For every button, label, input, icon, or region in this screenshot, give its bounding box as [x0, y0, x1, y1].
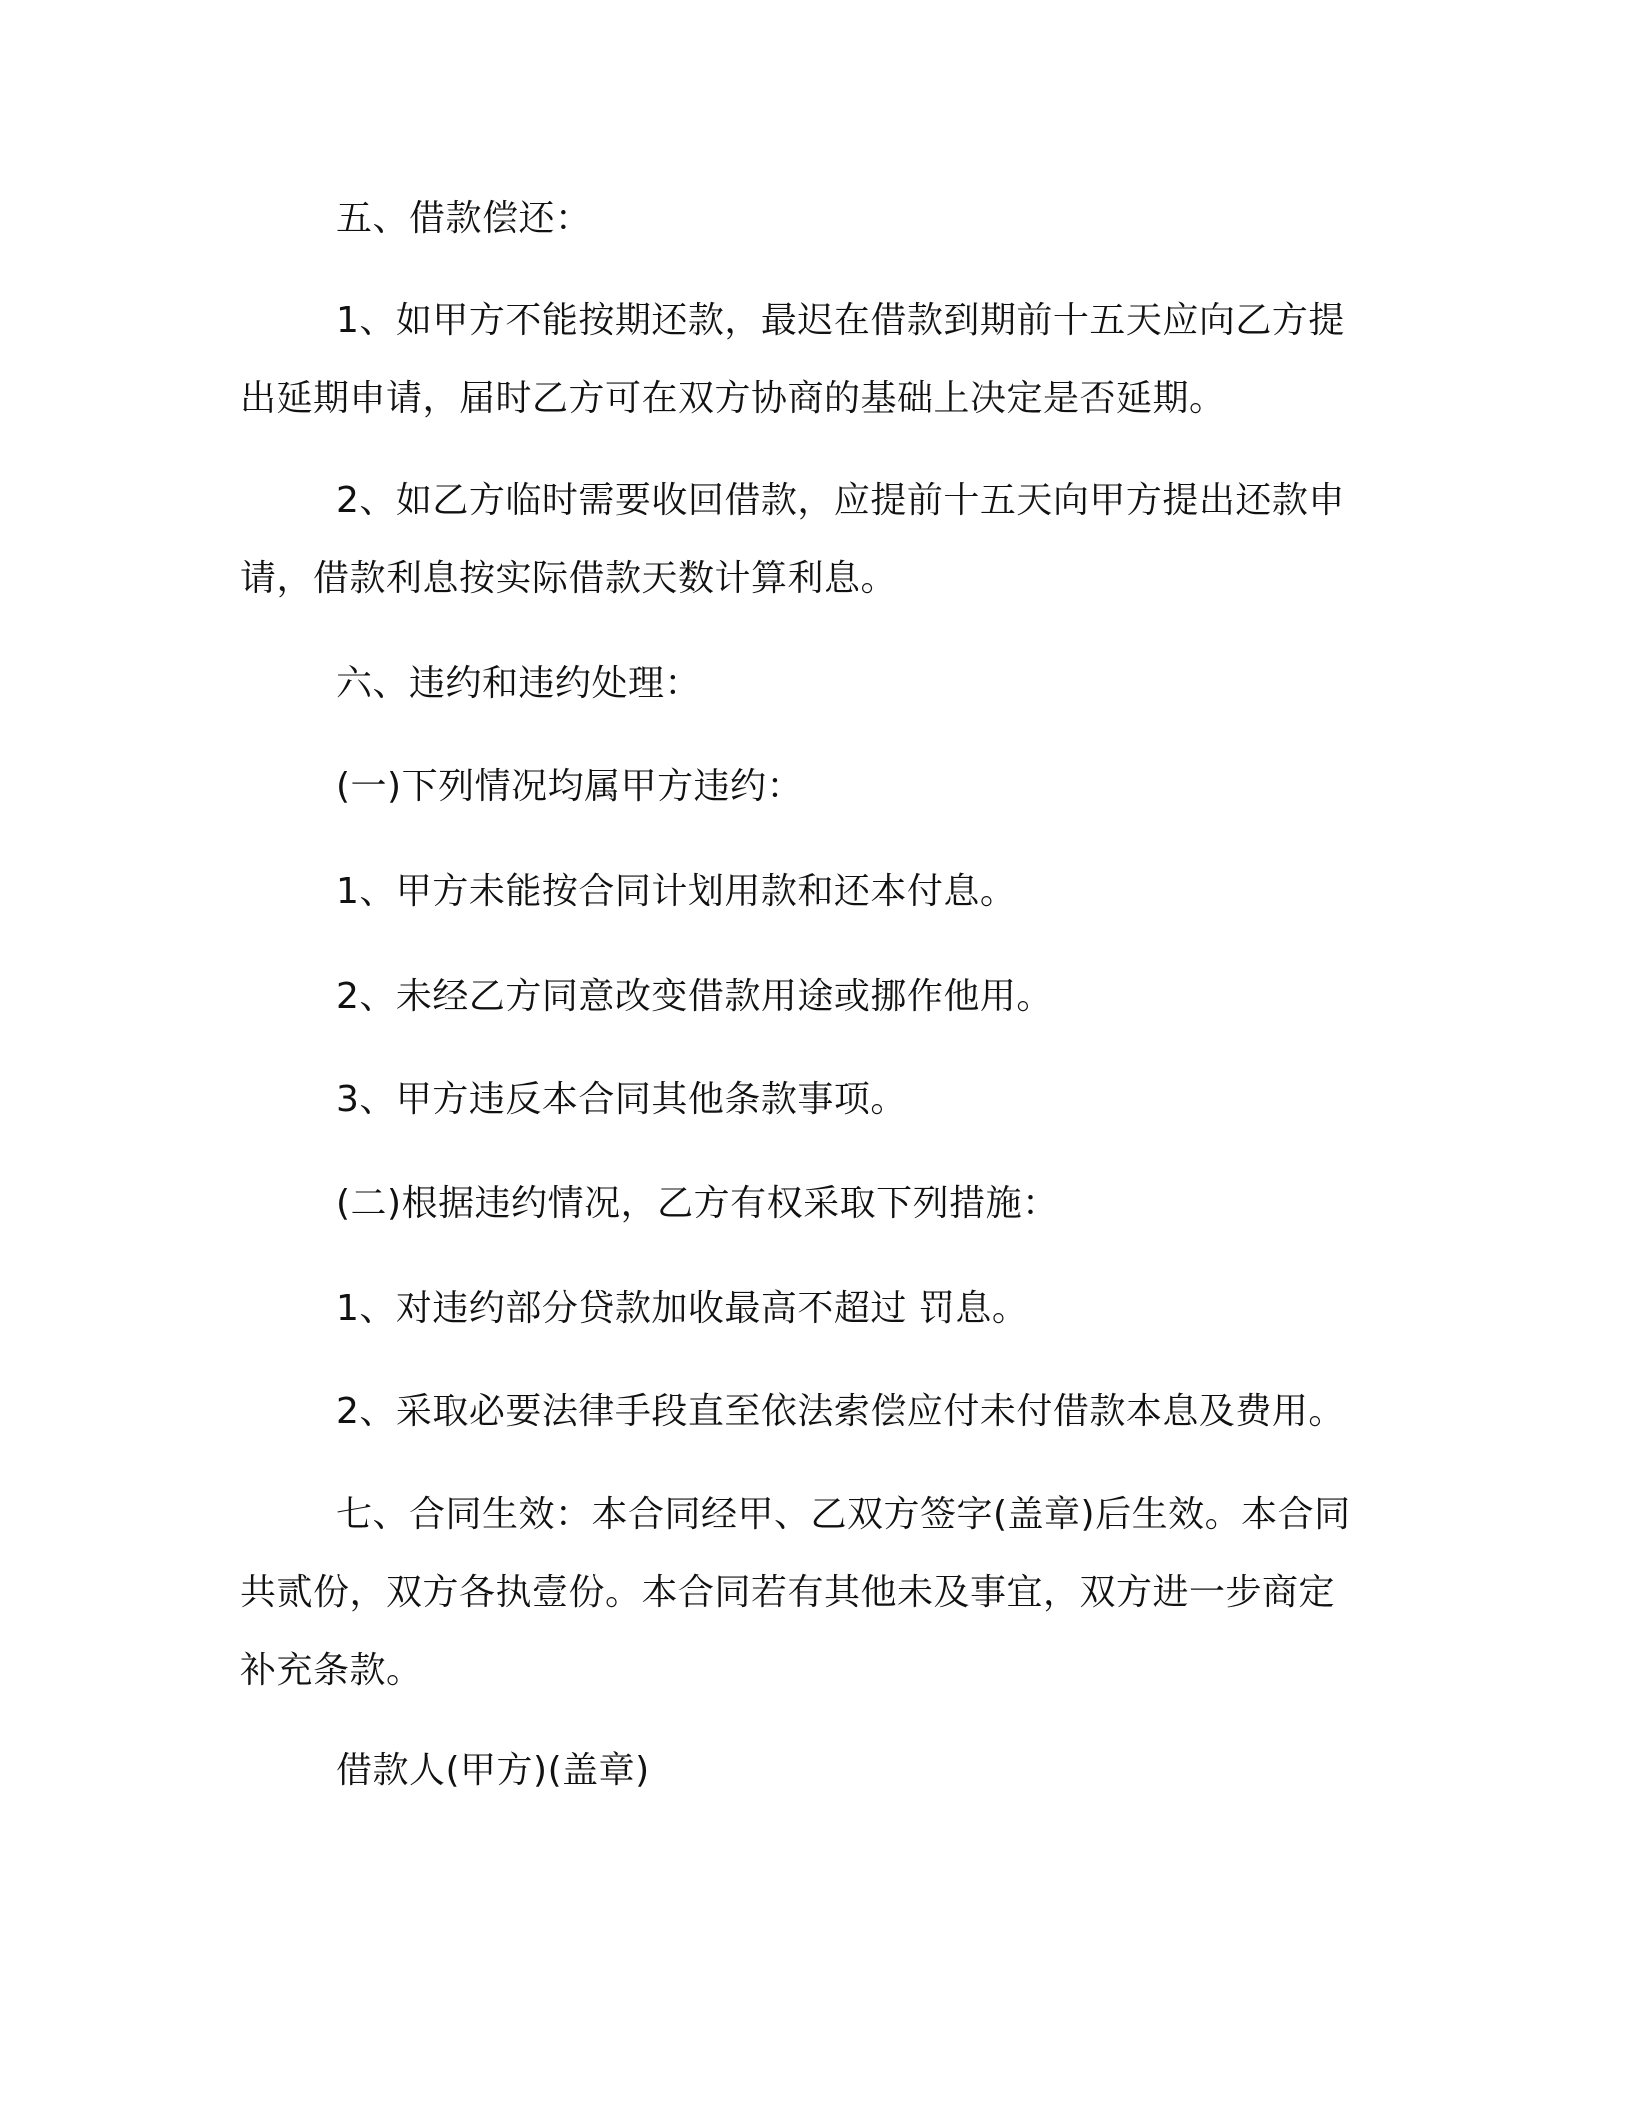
paragraph-contract-effect: 七、合同生效：本合同经甲、乙双方签字(盖章)后生效。本合同共贰份，双方各执壹份。本合同若有其他未及事宜，双方进一步商定补充条款。 — [240, 1494, 1351, 1691]
subsection-heading-measures: (二)根据违约情况，乙方有权采取下列措施： — [336, 1183, 1059, 1224]
paragraph-extension-request: 1、如甲方不能按期还款，最迟在借款到期前十五天应向乙方提出延期申请，届时乙方可在双方协商的基础上决定是否延期。 — [240, 300, 1345, 419]
list-item-measure-2: 2、采取必要法律手段直至依法索偿应付未付借款本息及费用。 — [336, 1391, 1345, 1432]
list-item-breach-3: 3、甲方违反本合同其他条款事项。 — [336, 1079, 907, 1120]
section-heading-repayment: 五、借款偿还： — [336, 198, 592, 239]
paragraph-early-recall: 2、如乙方临时需要收回借款，应提前十五天向甲方提出还款申请，借款利息按实际借款天数计算利息。 — [240, 480, 1345, 599]
list-item-breach-1: 1、甲方未能按合同计划用款和还本付息。 — [336, 871, 1017, 912]
section-heading-breach: 六、违约和违约处理： — [336, 663, 702, 704]
subsection-heading-party-a-breach: (一)下列情况均属甲方违约： — [336, 766, 804, 807]
list-item-breach-2: 2、未经乙方同意改变借款用途或挪作他用。 — [336, 976, 1053, 1017]
list-item-measure-1: 1、对违约部分贷款加收最高不超过 罚息。 — [336, 1288, 1029, 1329]
signature-borrower-label: 借款人(甲方)(盖章) — [336, 1750, 650, 1791]
